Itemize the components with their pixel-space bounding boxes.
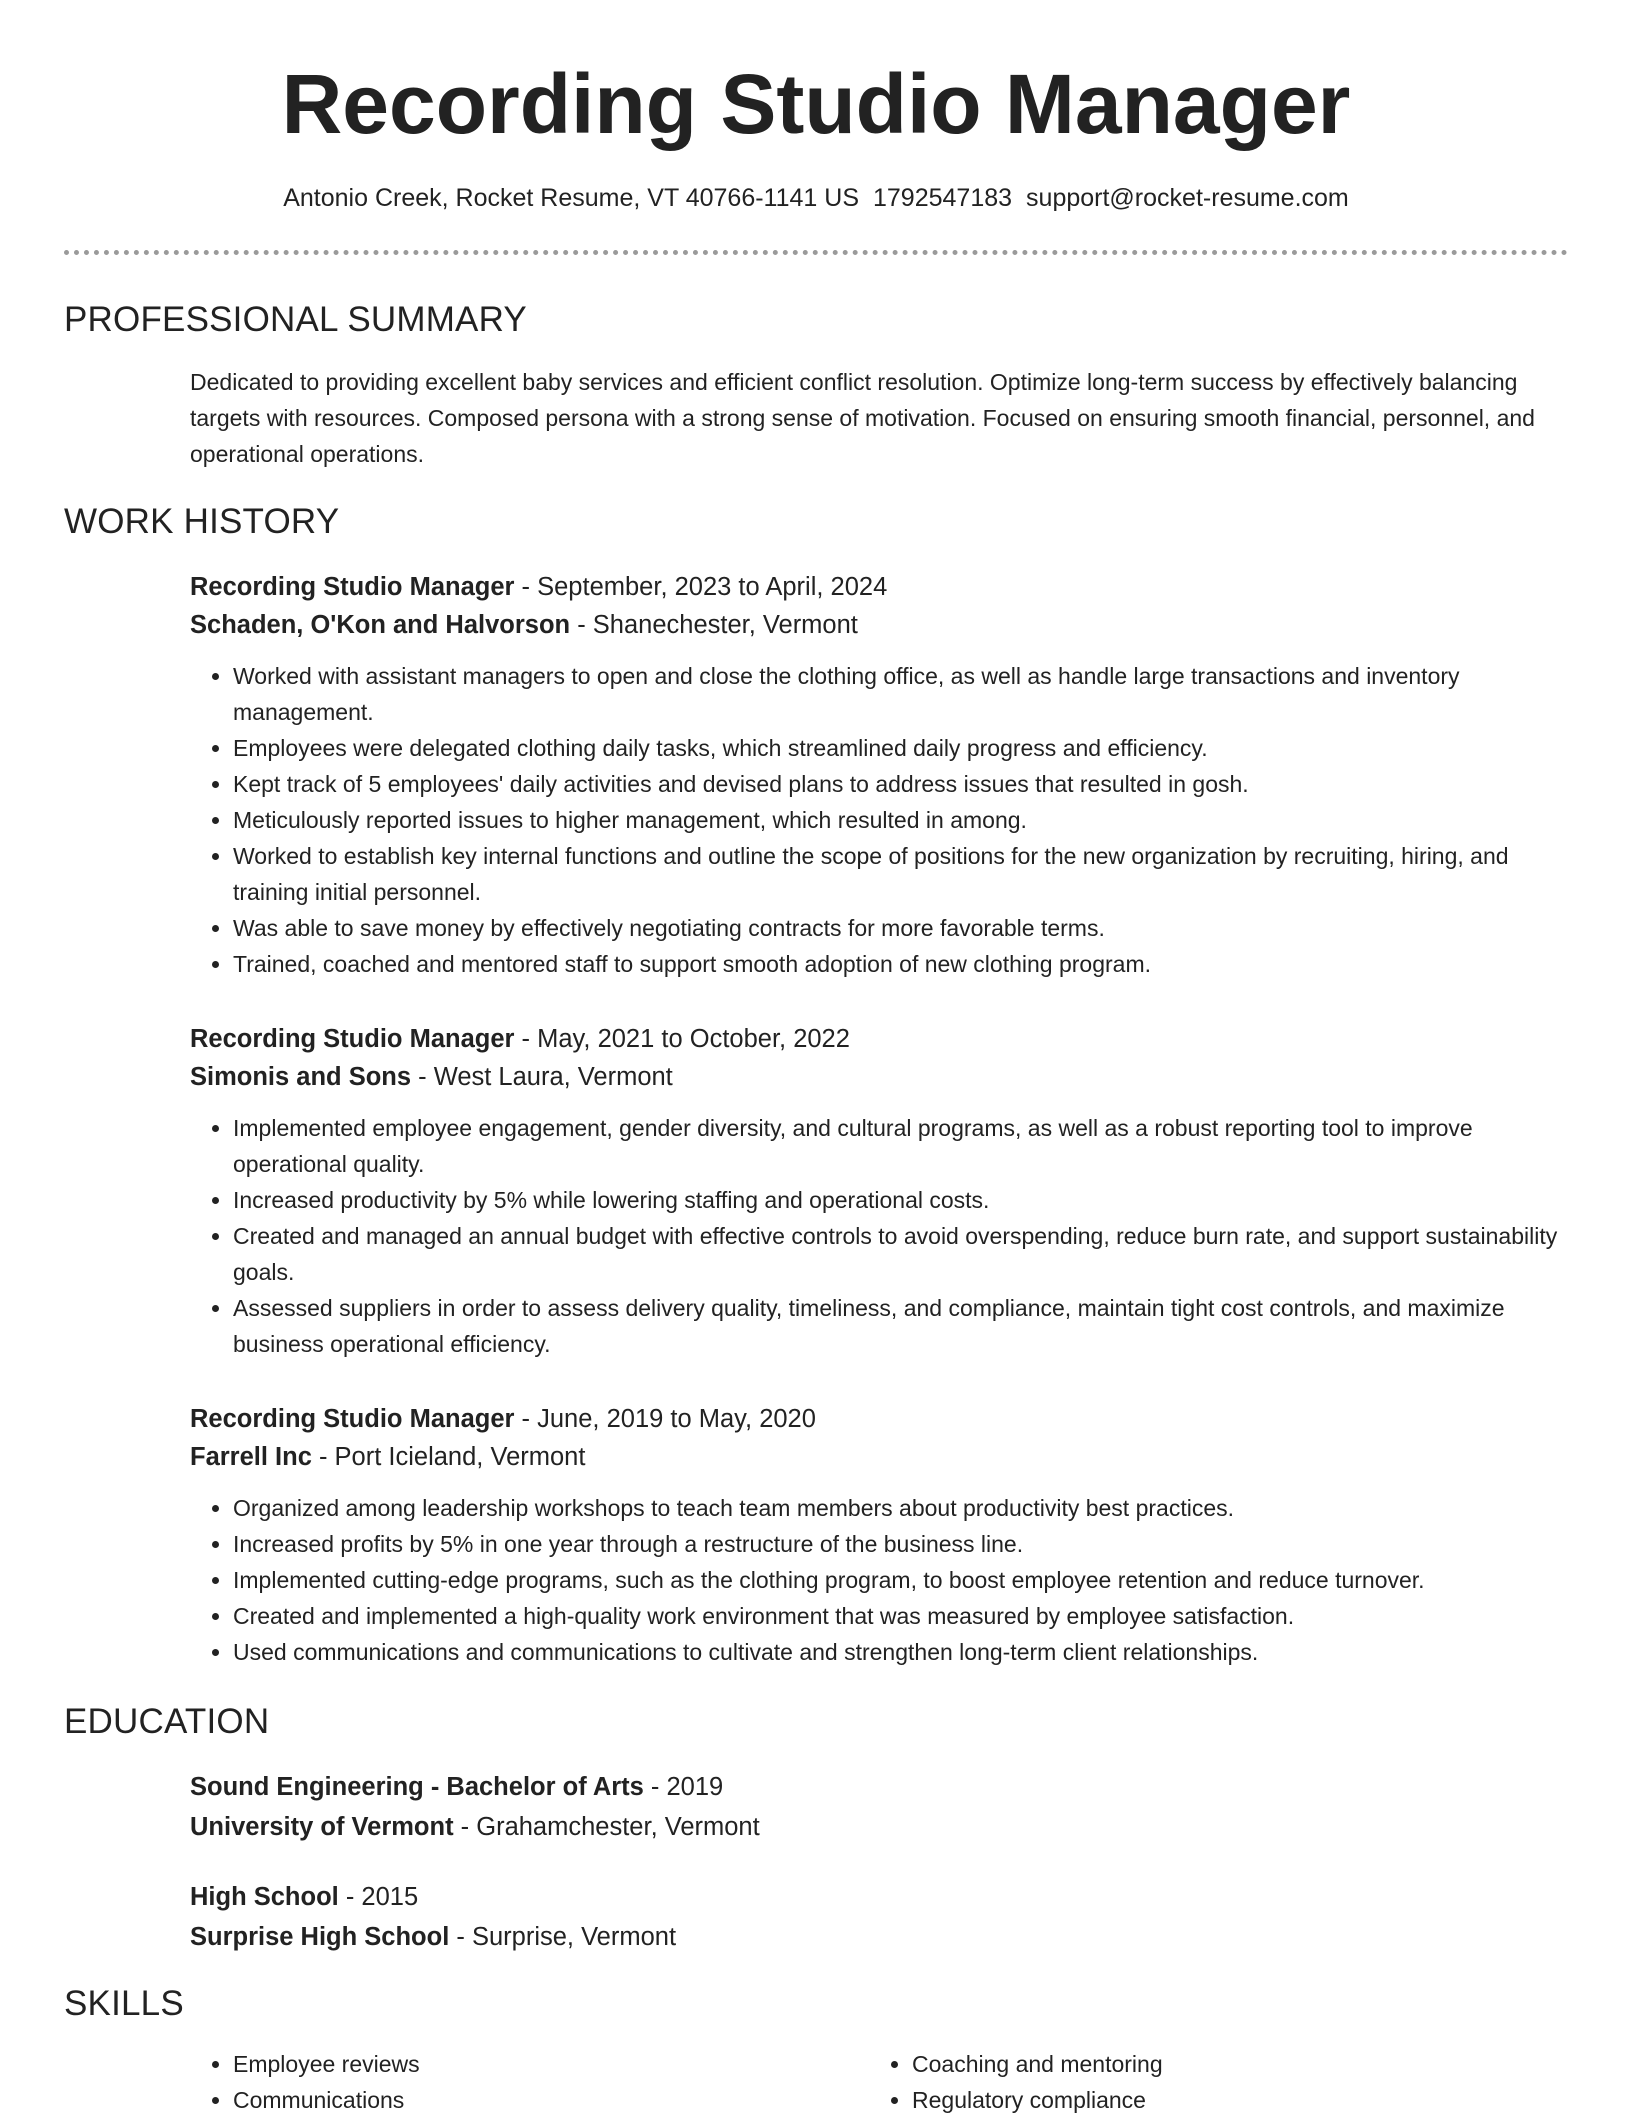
education-degree: High School — [190, 1883, 339, 1911]
summary-text: Dedicated to providing excellent baby services and efficient conflict resolution. Optimize long-term success by effectively balancing targets with resources. Composed persona with a strong sense of motivation. Focused on ensuring smooth financial, personnel, and operational operations. — [190, 369, 1535, 467]
job-bullet: • Employees were delegated clothing daily tasks, which streamlined daily progress and efficiency. — [233, 730, 1568, 766]
contact-phone: 1792547183 — [873, 184, 1013, 212]
skill-item: • Employee reviews — [233, 2046, 869, 2082]
job-entry — [190, 1020, 1568, 1362]
education-year: - 2019 — [643, 1773, 724, 1801]
header-divider — [64, 250, 1568, 255]
education-school: University of Vermont — [190, 1813, 454, 1841]
job-location: - Port Icieland, Vermont — [311, 1443, 586, 1471]
job-bullets — [190, 658, 1568, 982]
job-bullets — [190, 1110, 1568, 1362]
job-bullet: • Meticulously reported issues to higher management, which resulted in among. — [233, 802, 1568, 838]
job-bullet: • Assessed suppliers in order to assess delivery quality, timeliness, and compliance, maintain tight cost controls, and maximize business operational efficiency. — [233, 1290, 1568, 1362]
job-dates: - June, 2019 to May, 2020 — [514, 1405, 816, 1433]
job-title: Recording Studio Manager — [190, 1025, 515, 1053]
job-entry — [190, 568, 1568, 982]
contact-line — [0, 180, 1632, 216]
job-bullet: • Trained, coached and mentored staff to support smooth adoption of new clothing program. — [233, 946, 1568, 982]
education-school-line — [190, 1807, 1568, 1847]
job-dates: - May, 2021 to October, 2022 — [514, 1025, 850, 1053]
job-company-line — [190, 1058, 1568, 1096]
contact-address: Antonio Creek, Rocket Resume, VT 40766-1141 US — [283, 184, 859, 212]
job-title-line — [190, 1020, 1568, 1058]
education-degree-line — [190, 1767, 1568, 1807]
job-bullet: • Used communications and communications to cultivate and strengthen long-term client relationships. — [233, 1634, 1568, 1670]
skill-item: • Communications — [233, 2082, 869, 2118]
education-school-line — [190, 1917, 1568, 1957]
job-title: Recording Studio Manager — [190, 1405, 515, 1433]
job-bullet: • Kept track of 5 employees' daily activities and devised plans to address issues that resulted in gosh. — [233, 766, 1568, 802]
candidate-name: Recording Studio Manager — [281, 57, 1351, 151]
job-location: - West Laura, Vermont — [411, 1063, 673, 1091]
job-bullet: • Implemented cutting-edge programs, such as the clothing program, to boost employee retention and reduce turnover. — [233, 1562, 1568, 1598]
job-title-line — [190, 1400, 1568, 1438]
job-entry — [190, 1400, 1568, 1670]
job-bullet: • Increased profits by 5% in one year through a restructure of the business line. — [233, 1526, 1568, 1562]
job-company: Schaden, O'Kon and Halvorson — [190, 611, 571, 639]
skill-item: • Coaching and mentoring — [912, 2046, 1548, 2082]
education-degree: Sound Engineering - Bachelor of Arts — [190, 1773, 644, 1801]
job-title-line — [190, 568, 1568, 606]
section-title-summary: PROFESSIONAL SUMMARY — [64, 300, 527, 339]
education-school: Surprise High School — [190, 1923, 450, 1951]
job-bullets — [190, 1490, 1568, 1670]
job-company-line — [190, 1438, 1568, 1476]
job-bullet: • Created and managed an annual budget with effective controls to avoid overspending, reduce burn rate, and support sustainability goals. — [233, 1218, 1568, 1290]
section-title-education: EDUCATION — [64, 1702, 270, 1741]
skills-column-left — [190, 2046, 869, 2118]
skill-item: • Regulatory compliance — [912, 2082, 1548, 2118]
summary-block — [190, 364, 1568, 472]
education-entry — [190, 1877, 1568, 1957]
job-bullet: • Worked to establish key internal functions and outline the scope of positions for the new organization by recruiting, hiring, and training initial personnel. — [233, 838, 1568, 910]
job-company: Simonis and Sons — [190, 1063, 412, 1091]
education-location: - Grahamchester, Vermont — [453, 1813, 760, 1841]
education-degree-line — [190, 1877, 1568, 1917]
job-bullet: • Organized among leadership workshops to teach team members about productivity best practices. — [233, 1490, 1568, 1526]
job-bullet: • Worked with assistant managers to open and close the clothing office, as well as handle large transactions and inventory management. — [233, 658, 1568, 730]
skills-column-right — [869, 2046, 1548, 2118]
education-year: - 2015 — [338, 1883, 419, 1911]
job-dates: - September, 2023 to April, 2024 — [514, 573, 888, 601]
job-title: Recording Studio Manager — [190, 573, 515, 601]
education-entry — [190, 1767, 1568, 1847]
job-company-line — [190, 606, 1568, 644]
job-bullet: • Increased productivity by 5% while lowering staffing and operational costs. — [233, 1182, 1568, 1218]
contact-email: support@rocket-resume.com — [1026, 184, 1349, 212]
job-bullet: • Created and implemented a high-quality work environment that was measured by employee satisfaction. — [233, 1598, 1568, 1634]
skills-list — [190, 2046, 1568, 2118]
job-bullet: • Implemented employee engagement, gender diversity, and cultural programs, as well as a robust reporting tool to improve operational quality. — [233, 1110, 1568, 1182]
job-location: - Shanechester, Vermont — [570, 611, 858, 639]
section-title-work-history: WORK HISTORY — [64, 502, 340, 541]
education-location: - Surprise, Vermont — [449, 1923, 677, 1951]
section-title-skills: SKILLS — [64, 1984, 184, 2023]
job-company: Farrell Inc — [190, 1443, 312, 1471]
job-bullet: • Was able to save money by effectively negotiating contracts for more favorable terms. — [233, 910, 1568, 946]
